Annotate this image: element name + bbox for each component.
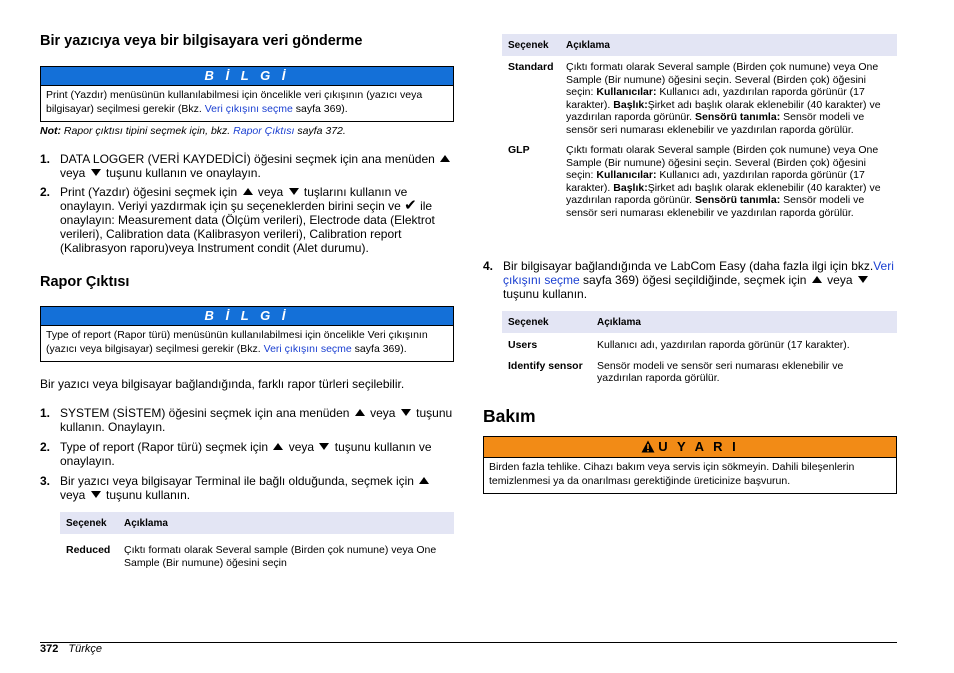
not-label: Not: — [40, 125, 61, 137]
option-desc — [560, 144, 897, 219]
steps-send — [40, 152, 456, 255]
step-text: DATA LOGGER (VERİ KAYDEDİCİ) öğesini seçmek için ana menüden — [60, 152, 439, 166]
footer-language: Türkçe — [68, 643, 102, 655]
warning-label: U Y A R I — [658, 439, 739, 454]
table-header-row — [60, 512, 454, 534]
info-note-body — [41, 86, 453, 121]
step-text: tuşunu kullanın ve onaylayın. — [60, 440, 432, 468]
table-row — [502, 333, 897, 360]
section-heading-send: Bir yazıcıya veya bir bilgisayara veri gönderme — [40, 33, 363, 49]
down-arrow-icon — [91, 169, 101, 176]
option-key: Standard — [508, 61, 554, 73]
step-number: 4. — [483, 259, 494, 273]
report-intro: Bir yazıcı veya bilgisayar bağlandığında, farklı rapor türleri seçilebilir. — [40, 377, 405, 391]
desc-bold: Sensörü tanımla: — [695, 194, 781, 206]
table-header-row — [502, 34, 897, 56]
steps-computer — [483, 259, 897, 301]
desc-bold: Kullanıcılar: — [596, 169, 657, 181]
desc-bold: Başlık: — [613, 181, 648, 194]
column-header: Açıklama — [591, 311, 897, 333]
up-arrow-icon — [419, 477, 429, 484]
note-text-tail: sayfa 369). — [292, 102, 348, 115]
step-text: Type of report (Rapor türü) seçmek için — [60, 440, 272, 454]
step-text: veya — [823, 273, 856, 287]
option-table-reduced — [60, 512, 454, 569]
option-table-computer — [502, 311, 897, 385]
info-note-report — [40, 306, 454, 362]
desc-text: Sensör modeli ve sensör seri numarası eklenebilir ve yazdırılan raporda görülür. — [566, 194, 865, 219]
option-desc: Kullanıcı adı, yazdırılan raporda görünür (17 karakter). — [597, 339, 850, 351]
list-item — [40, 406, 456, 434]
footer-divider — [40, 642, 897, 643]
step-text: Print (Yazdır) öğesini seçmek için — [60, 185, 241, 199]
option-table-format — [502, 34, 897, 219]
desc-text: Şirket adı başlık olarak eklenebilir (40 karakter) ve yazdırılan raporda görünür. — [566, 98, 881, 123]
list-item — [40, 474, 456, 502]
down-arrow-icon — [91, 491, 101, 498]
table-header-row — [502, 311, 897, 333]
option-desc: Çıktı formatı olarak Several sample (Birden çok numune) veya One Sample (Bir numune) öğesini seçin — [124, 544, 437, 569]
up-arrow-icon — [355, 409, 365, 416]
column-header: Açıklama — [118, 512, 454, 534]
desc-bold: Sensörü tanımla: — [695, 111, 781, 123]
option-desc: Sensör modeli ve sensör seri numarası eklenebilir ve yazdırılan raporda görülür. — [597, 359, 844, 384]
table-row — [502, 360, 897, 385]
step-text: Bir yazıcı veya bilgisayar Terminal ile bağlı olduğunda, seçmek için — [60, 474, 418, 488]
info-note-label: B İ L G İ — [41, 67, 453, 86]
down-arrow-icon — [319, 443, 329, 450]
step-text: ile onaylayın: Measurement data (Ölçüm verileri), Electrode data (Elektrot verileri), Calibration data (Kalibrasyon verileri), Calibration report (Kalibrasyon raporu)veya Instrument condit (Alet durumu). — [60, 199, 435, 255]
step-number: 2. — [40, 440, 51, 454]
step-text: veya — [60, 488, 89, 502]
section-heading-maintenance: Bakım — [483, 406, 536, 426]
warning-body: Birden fazla tehlike. Cihazı bakım veya servis için sökmeyin. Dahili bileşenlerin temizlenmesi ya da onarılması gerektiğinde üreticinize başvurun. — [489, 461, 855, 487]
option-desc — [560, 56, 897, 144]
column-header: Açıklama — [560, 34, 897, 56]
table-row — [60, 534, 454, 569]
section-heading-report: Rapor Çıktısı — [40, 274, 130, 290]
option-key: Users — [508, 339, 538, 351]
not-tail: sayfa 372. — [294, 125, 346, 137]
step-text: tuşlarını kullanın ve onaylayın. Veriyi yazdırmak için şu seçeneklerden birini seçin ve — [60, 185, 408, 213]
desc-text: Şirket adı başlık olarak eklenebilir (40 karakter) ve yazdırılan raporda görünür. — [566, 181, 881, 206]
up-arrow-icon — [812, 276, 822, 283]
step-number: 1. — [40, 406, 51, 420]
list-item — [483, 259, 897, 301]
step-text: veya — [254, 185, 287, 199]
info-note-print — [40, 66, 454, 122]
info-note-body — [41, 326, 453, 361]
table-row — [502, 144, 897, 219]
step-number: 1. — [40, 152, 51, 166]
desc-text: Çıktı formatı olarak Several sample (Birden çok numune) veya One Sample (Bir numune) öğesini seçin. Several (Birden çok) öğesini seçin: — [566, 144, 879, 181]
warning-box — [483, 436, 897, 494]
desc-bold: Başlık: — [613, 98, 648, 111]
desc-text: Çıktı formatı olarak Several sample (Birden çok numune) veya One Sample (Bir numune) öğesini seçin. Several (Birden çok) öğesini seçin: — [566, 61, 879, 98]
option-key: Identify sensor — [508, 359, 583, 372]
step-text: veya — [60, 166, 89, 180]
not-text: Rapor çıktısı tipini seçmek için, bkz. — [61, 125, 234, 137]
info-note-label: B İ L G İ — [41, 307, 453, 326]
step-number: 3. — [40, 474, 51, 488]
step-text: tuşunu kullanın. — [503, 287, 588, 301]
note-text: Print (Yazdır) menüsünün kullanılabilmesi için öncelikle veri çıkışının (yazıcı veya bilgisayar) seçilmesi gerekir (Bkz. — [46, 89, 423, 115]
column-header: Seçenek — [60, 512, 118, 534]
not-line — [40, 125, 346, 137]
step-text: Bir bilgisayar bağlandığında ve LabCom Easy (daha fazla ilgi için bkz. — [503, 259, 874, 273]
step-text: SYSTEM (SİSTEM) öğesini seçmek için ana menüden — [60, 406, 353, 420]
step-text: tuşunu kullanın. — [102, 488, 191, 502]
up-arrow-icon — [243, 188, 253, 195]
step-text: tuşunu kullanın. Onaylayın. — [60, 406, 453, 434]
step-text: veya — [366, 406, 399, 420]
page-footer — [40, 643, 102, 655]
note-text-tail: sayfa 369). — [351, 342, 407, 355]
not-link[interactable]: Rapor Çıktısı — [233, 125, 295, 137]
step-text: sayfa 369) öğesi seçildiğinde, seçmek için — [579, 273, 810, 287]
column-header: Seçenek — [502, 311, 591, 333]
page-number: 372 — [40, 643, 59, 655]
note-text: Type of report (Rapor türü) menüsünün kullanılabilmesi için öncelikle Veri çıkışının (yazıcı veya bilgisayar) seçilmesi gerekir (Bkz. — [46, 329, 428, 355]
warning-triangle-icon — [641, 440, 655, 453]
column-header: Seçenek — [502, 34, 560, 56]
step-text: tuşunu kullanın ve onaylayın. — [102, 166, 261, 180]
up-arrow-icon — [440, 155, 450, 162]
up-arrow-icon — [273, 443, 283, 450]
list-item — [40, 440, 456, 468]
warning-header — [484, 437, 896, 458]
down-arrow-icon — [289, 188, 299, 195]
steps-report — [40, 406, 456, 502]
down-arrow-icon — [858, 276, 868, 283]
check-icon: ✔ — [404, 197, 417, 214]
down-arrow-icon — [401, 409, 411, 416]
step-link[interactable]: Veri çıkışını seçme — [503, 259, 894, 287]
note-link[interactable]: Veri çıkışını seçme — [204, 102, 293, 115]
option-key: Reduced — [66, 544, 111, 556]
step-number: 2. — [40, 185, 51, 199]
step-text: veya — [285, 440, 318, 454]
desc-text: Kullanıcı adı, yazdırılan raporda görünür (17 karakter). — [566, 86, 865, 111]
note-link[interactable]: Veri çıkışını seçme — [263, 342, 352, 355]
desc-text: Sensör modeli ve sensör seri numarası eklenebilir ve yazdırılan raporda görülür. — [566, 111, 865, 136]
desc-text: Kullanıcı adı, yazdırılan raporda görünür (17 karakter). — [566, 169, 865, 194]
option-key: GLP — [508, 144, 530, 156]
table-row — [502, 56, 897, 144]
desc-bold: Kullanıcılar: — [596, 86, 657, 98]
list-item — [40, 152, 456, 180]
list-item — [40, 185, 456, 255]
